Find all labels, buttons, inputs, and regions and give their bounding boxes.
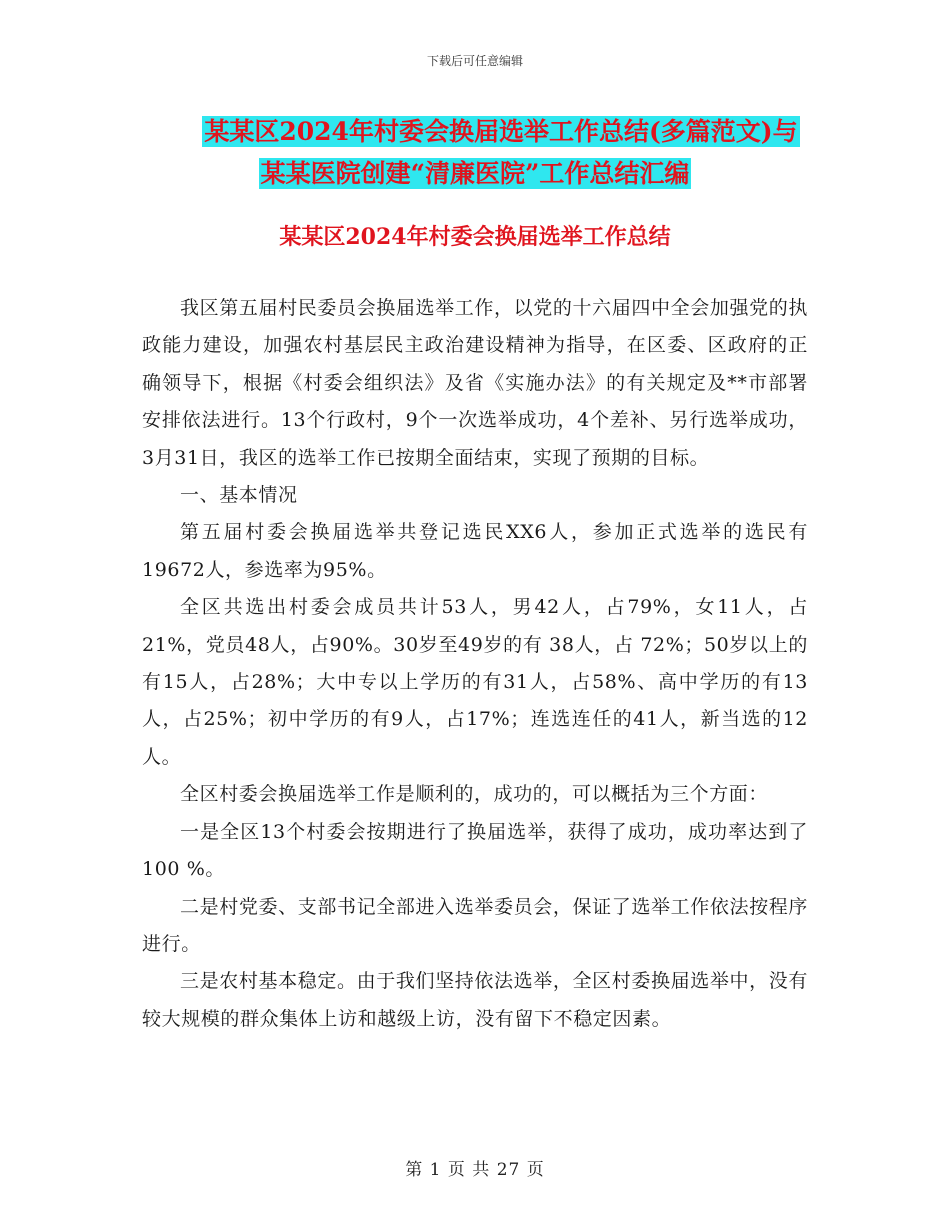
document-title-line-1 bbox=[0, 114, 950, 150]
document-title-line-2 bbox=[0, 156, 950, 192]
paragraph-intro: 我区第五届村民委员会换届选举工作，以党的十六届四中全会加强党的执政能力建设，加强农村基层民主政治建设精神为指导，在区委、区政府的正确领导下，根据《村委会组织法》及省《实施办法》的有关规定及**市部署安排依法进行。13个行政村，9个一次选举成功，4个差补、另行选举成功，3月31日，我区的选举工作已按期全面结束，实现了预期的目标。 bbox=[142, 297, 808, 469]
paragraph-summary: 全区村委会换届选举工作是顺利的，成功的，可以概括为三个方面： bbox=[180, 783, 769, 806]
document-body bbox=[142, 290, 808, 1038]
paragraph-members: 全区共选出村委会成员共计53人，男42人，占79%，女11人，占21%，党员48人，占90%。30岁至49岁的有 38人，占 72%；50岁以上的有15人，占28%；大中专以上学历的有31人，占58%、高中学历的有13人，占25%；初中学历的有9人，占17%；连选连任的41人，新当选的12人。 bbox=[142, 596, 808, 768]
paragraph-voters: 第五届村委会换届选举共登记选民XX6人，参加正式选举的选民有19672人，参选率为95%。 bbox=[142, 521, 808, 581]
paragraph-point-3: 三是农村基本稳定。由于我们坚持依法选举，全区村委换届选举中，没有较大规模的群众集体上访和越级上访，没有留下不稳定因素。 bbox=[142, 970, 808, 1030]
page-header-note: 下载后可任意编辑 bbox=[426, 54, 523, 68]
document-title-line-2-text: 某某医院创建“清廉医院”工作总结汇编 bbox=[260, 159, 690, 188]
page-number: 第 1 页 共 27 页 bbox=[405, 1160, 545, 1180]
section-heading: 某某区2024年村委会换届选举工作总结 bbox=[279, 224, 671, 250]
paragraph-subheading-basic: 一、基本情况 bbox=[180, 484, 298, 507]
document-title-line-1-text: 某某区2024年村委会换届选举工作总结(多篇范文)与 bbox=[204, 117, 798, 146]
paragraph-point-1: 一是全区13个村委会按期进行了换届选举，获得了成功，成功率达到了 100 %。 bbox=[142, 820, 808, 881]
paragraph-point-2: 二是村党委、支部书记全部进入选举委员会，保证了选举工作依法按程序进行。 bbox=[142, 895, 808, 955]
